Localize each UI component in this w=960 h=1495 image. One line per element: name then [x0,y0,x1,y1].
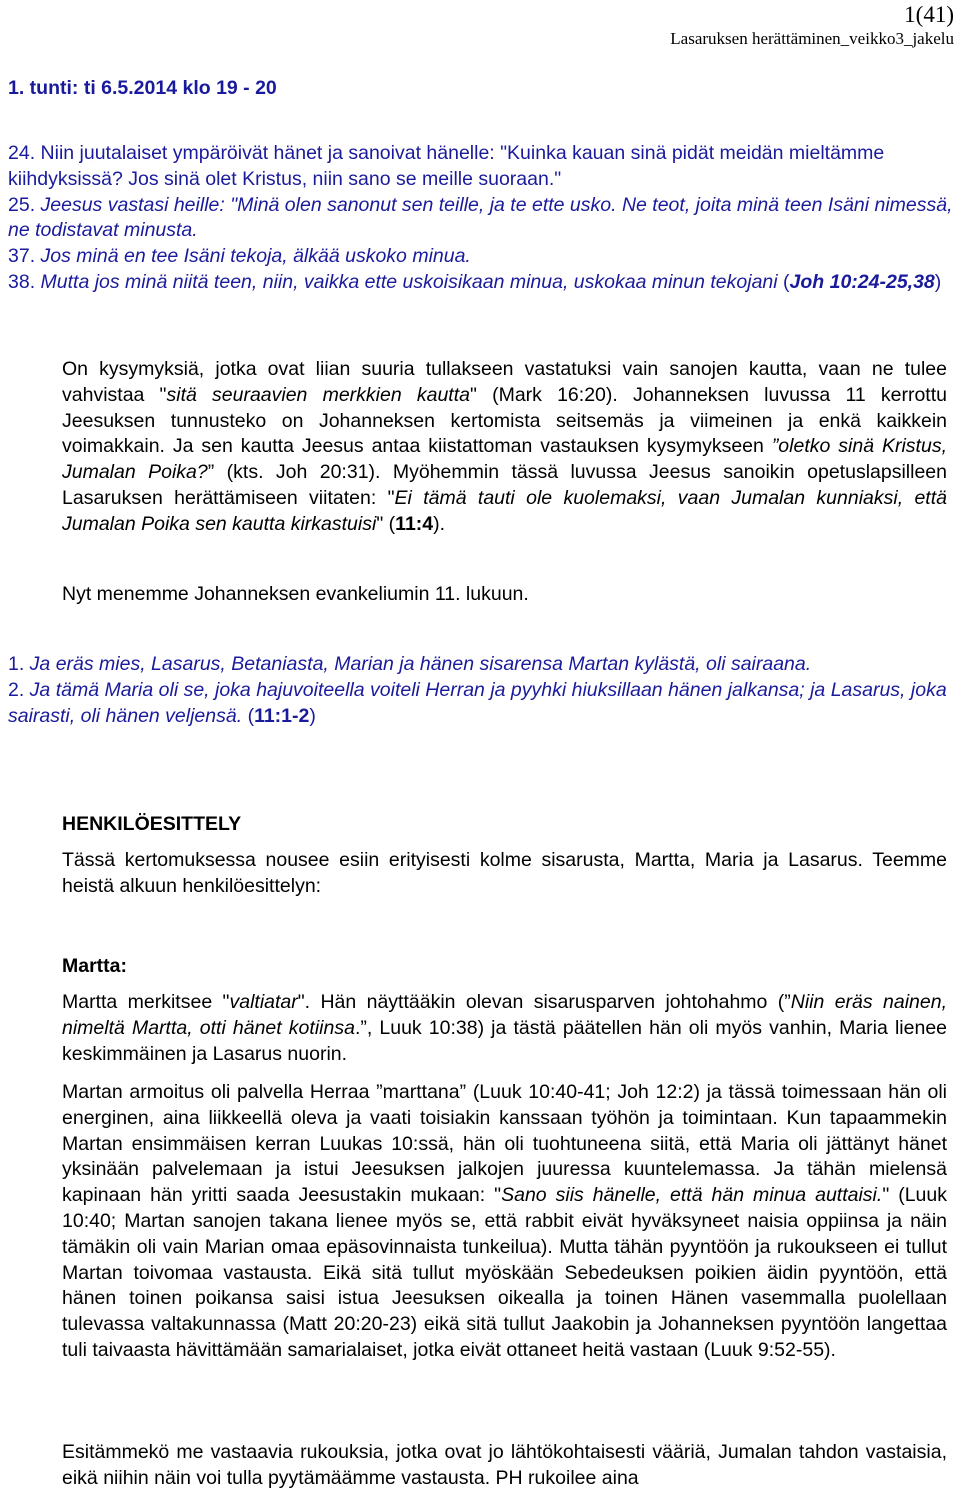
verse-24: 24. Niin juutalaiset ympäröivät hänet ja sanoivat hänelle: "Kuinka kauan sinä pidät meidän mieltämme kiihdyksissä? Jos sinä olet Kristus, niin sano se meille suoraan." [8,142,885,190]
scripture-reference: Joh 10:24-25,38 [789,270,935,293]
text-run: On kysymyksiä, jotka ovat liian suuria tullakseen vastatuksi vain sanojen kautta, vaan ne tulee vahvistaa " [62,358,947,406]
ref-paren-open: ( [247,704,255,727]
scripture-passage-john11 [8,652,953,729]
scripture-passage-john10 [8,141,953,296]
verse-text: Mutta jos minä niitä teen, niin, vaikka ette uskoisikaan minua, uskokaa minun tekojani [35,270,784,293]
text-run: ". Hän näyttääkin olevan sisarusparven johtohahmo (” [297,991,791,1013]
verse-37 [8,244,953,270]
paragraph [62,990,947,1067]
martta-paragraph-1 [62,990,947,1067]
text-run: ” (kts. Joh 20:31). Myöhemmin tässä luvussa Jeesus sanoikin opetuslapsilleen Lasaruksen herättämiseen viitaten: " [62,461,947,509]
verse-number: 25. [8,193,36,216]
paragraph [62,1080,947,1364]
verse-text: Jos minä en tee Isäni tekoja, älkää uskoko minua. [35,245,471,268]
martta-paragraph-2 [62,1080,947,1364]
text-run: " (Luuk 10:40; Martan sanojen takana lienee myös se, että rabbit eivät hyväksyneet naisia oppiinsa ja näin tämäkin oli vain Marian omaa epäsovinnaista tunkeilua). Mutta tähän pyyntöön ja rukoukseen ei tullut Martan toivomaa vastausta. Eikä sitä tullut myöskään Sebedeuksen poikien äidin pyyntöön, että hänen toinen poikansa saisi istua Jeesuksen oikealla ja toinen Hänen vasemmalla puolellaan tulevassa valtakunnassa (Matt 20:20-23) eikä sitä tullut Jaakobin ja Johanneksen pyyntöön langettaa tuli taivaasta hävittämään samarialaiset, jotka eivät ottaneet heitä vastaan (Luuk 9:52-55). [62,1184,947,1361]
subsection-heading-martta: Martta: [62,955,128,977]
verse-38 [8,270,953,296]
document-filename: Lasaruksen herättäminen_veikko3_jakelu [670,29,954,48]
verse-number: 38. [8,270,36,293]
text-run: Martan armoitus oli palvella Herraa ”marttana” (Luuk 10:40-41; Joh 12:2) ja tässä toimessaan hän oli energinen, aina liikkeellä oleva ja vaati toisiakin kanssaan työhön ja toimintaan. Kun tapaammekin Martan ensimmäisen kerran Luukas 10:ssä, hän oli tuohtuneena siitä, että Maria oli jättänyt hänet yksinään palvelemaan ja istui Jeesuksen jalkojen juuressa kuuntelemassa. Ja tähän mielensä kapinaan hän yritti saada Jeesustakin mukaan: " [62,1081,947,1207]
verse-text: Ja tämä Maria oli se, joka hajuvoiteella voiteli Herran ja pyyhki hiuksillaan hänen jalkansa; ja Lasarus, joka sairasti, oli hänen veljensä. [8,678,947,727]
ref-paren-close: ) [934,270,942,293]
verse-1 [8,652,953,678]
verse-number: 1. [8,653,25,675]
quote-run: valtiatar [229,991,298,1013]
quote-run: Ei tämä tauti ole kuolemaksi, vaan Jumalan kunniaksi, että Jumalan Poika sen kautta kirkastuisi [62,486,947,535]
paragraph: Nyt menemme Johanneksen evankeliumin 11. lukuun. [62,583,529,605]
text-run: " (Mark 16:20). Johanneksen luvussa 11 kerrottu Jeesuksen tunnusteko on Johanneksen kertomista seitsemäs ja viimeinen ja enkä kaikkein voimakkain. Ja sen kautta Jeesus antaa kiistattoman vastauksen kysymykseen [62,383,947,458]
quote-run: Niin eräs nainen, nimeltä Martta, otti hänet kotiinsa [62,991,947,1039]
text-run: .”, Luuk 10:38) ja tästä päätellen hän oli myös vanhin, Maria lienee keskimmäinen ja Lasarus nuorin. [62,1016,948,1065]
page-number: 1(41) [904,2,954,27]
text-run: " ( [376,512,396,535]
quote-run: ”oletko sinä Kristus, Jumalan Poika? [62,435,947,484]
quote-run: sitä seuraavien merkkien kautta [166,383,470,406]
section-intro [62,848,947,900]
paragraph: Esitämmekö me vastaavia rukouksia, jotka ovat jo lähtökohtaisesti vääriä, Jumalan tahdon vastaisia, eikä niihin näin voi tulla pyytämäämme vastausta. PH rukoilee aina [62,1441,947,1489]
transition-paragraph [62,582,947,608]
martta-paragraph-3 [62,1440,947,1492]
verse-number: 37. [8,245,36,268]
verse-text: Jeesus vastasi heille: "Minä olen sanonut sen teille, ja te ette usko. Ne teot, joita minä teen Isäni nimessä, ne todistavat minusta. [8,193,953,242]
ref-paren-open: ( [783,270,790,293]
intro-paragraph [62,357,947,538]
scripture-reference: 11:1-2 [254,704,310,727]
session-title: 1. tunti: ti 6.5.2014 klo 19 - 20 [8,77,277,99]
quote-run: Sano siis hänelle, että hän minua auttaisi. [501,1184,883,1207]
verse-25 [8,193,953,245]
verse-number: 2. [8,678,25,701]
section-heading: HENKILÖESITTELY [62,813,242,835]
verse-2 [8,678,953,730]
reference-run: 11:4 [395,512,434,535]
paragraph [62,357,947,538]
text-run: ). [433,512,446,535]
text-run: Martta merkitsee " [62,991,230,1013]
verse-text: Ja eräs mies, Lasarus, Betaniasta, Marian ja hänen sisarensa Martan kylästä, oli sairaana. [24,653,812,675]
ref-paren-close: ) [309,704,316,727]
paragraph: Tässä kertomuksessa nousee esiin erityisesti kolme sisarusta, Martta, Maria ja Lasarus. Teemme heistä alkuun henkilöesittelyn: [62,849,947,897]
